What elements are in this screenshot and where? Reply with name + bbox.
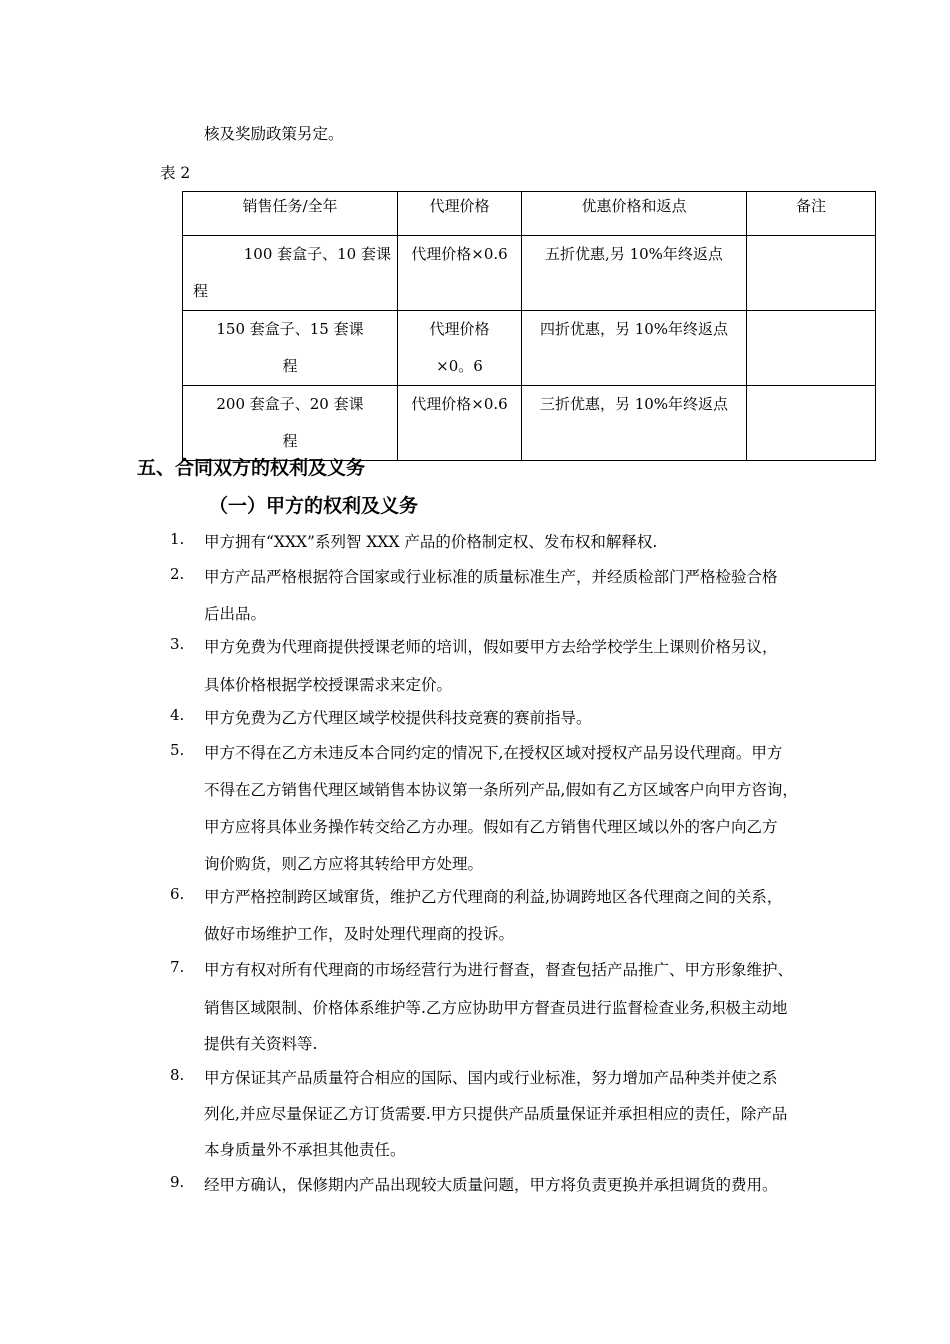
list-item-line: 做好市场维护工作，及时处理代理商的投诉。: [204, 925, 515, 943]
continuation-text: 核及奖励政策另定。: [204, 125, 344, 143]
cell-task-line: 程: [193, 282, 209, 300]
list-item-line: 经甲方确认，保修期内产品出现较大质量问题，甲方将负责更换并承担调货的费用。: [204, 1176, 778, 1194]
cell-price: [398, 311, 522, 386]
cell-task-line: 200 套盒子、20 套课: [216, 395, 364, 413]
cell-price-line: 代理价格×0.6: [411, 395, 508, 413]
cell-discount-line: 三折优惠，另 10%年终返点: [539, 395, 729, 413]
list-item-number: 5.: [170, 741, 185, 759]
list-item-number: 9.: [170, 1173, 185, 1191]
header-cell-price: 代理价格: [398, 192, 522, 236]
list-item-line: 甲方免费为代理商提供授课老师的培训，假如要甲方去给学校学生上课则价格另议，: [204, 638, 778, 656]
list-item-number: 6.: [170, 885, 185, 903]
cell-task: [183, 236, 398, 311]
cell-task-line: 程: [282, 357, 298, 375]
cell-discount: [522, 236, 747, 311]
cell-task-line: 150 套盒子、15 套课: [216, 320, 364, 338]
table-caption: 表 2: [160, 164, 191, 182]
list-item-number: 8.: [170, 1066, 185, 1084]
header-cell-discount: 优惠价格和返点: [522, 192, 747, 236]
cell-task-line: 100 套盒子、10 套课: [243, 245, 391, 263]
list-item-line: 甲方有权对所有代理商的市场经营行为进行督查，督查包括产品推广、甲方形象维护、: [204, 961, 794, 979]
table-header-row: [183, 192, 876, 236]
cell-note: [747, 311, 876, 386]
list-item-number: 4.: [170, 706, 185, 724]
header-cell-task: 销售任务/全年: [183, 192, 398, 236]
section-heading: 五、合同双方的权利及义务: [137, 457, 366, 479]
list-item-line: 本身质量外不承担其他责任。: [204, 1141, 406, 1159]
list-item-line: 甲方免费为乙方代理区域学校提供科技竞赛的赛前指导。: [204, 709, 592, 727]
subsection-heading: （一）甲方的权利及义务: [209, 495, 419, 517]
list-item-number: 7.: [170, 958, 185, 976]
cell-discount-line: 四折优惠，另 10%年终返点: [539, 320, 729, 338]
cell-price-line: 代理价格×0.6: [411, 245, 508, 263]
list-item-line: 甲方应将具体业务操作转交给乙方办理。假如有乙方销售代理区域以外的客户向乙方: [204, 818, 778, 836]
cell-discount: [522, 311, 747, 386]
cell-discount: [522, 386, 747, 461]
cell-task: [183, 386, 398, 461]
cell-price: [398, 236, 522, 311]
cell-task-line: 程: [282, 432, 298, 450]
cell-note: [747, 386, 876, 461]
list-item-line: 后出品。: [204, 605, 267, 623]
cell-note: [747, 236, 876, 311]
list-item-line: 不得在乙方销售代理区域销售本协议第一条所列产品,假如有乙方区域客户向甲方咨询，: [204, 781, 798, 799]
list-item-number: 2.: [170, 565, 185, 583]
list-item-line: 具体价格根据学校授课需求来定价。: [204, 676, 453, 694]
table-row: [183, 236, 876, 311]
list-item-line: 甲方不得在乙方未违反本合同约定的情况下,在授权区域对授权产品另设代理商。甲方: [204, 744, 783, 762]
list-item-number: 1.: [170, 530, 185, 548]
table-row: [183, 386, 876, 461]
cell-price-line: ×0。6: [436, 357, 483, 375]
cell-task: [183, 311, 398, 386]
list-item-line: 提供有关资料等.: [204, 1035, 318, 1053]
list-item-line: 列化,并应尽量保证乙方订货需要.甲方只提供产品质量保证并承担相应的责任，除产品: [204, 1105, 788, 1123]
cell-discount-line: 五折优惠,另 10%年终返点: [545, 245, 723, 263]
list-item-number: 3.: [170, 635, 185, 653]
list-item-line: 甲方保证其产品质量符合相应的国际、国内或行业标准，努力增加产品种类并使之系: [204, 1069, 778, 1087]
table-row: [183, 311, 876, 386]
cell-price: [398, 386, 522, 461]
cell-price-line: 代理价格: [429, 320, 490, 338]
sales-task-table: [182, 191, 876, 461]
header-cell-note: 备注: [747, 192, 876, 236]
list-item-line: 询价购货，则乙方应将其转给甲方处理。: [204, 855, 484, 873]
list-item-line: 甲方产品严格根据符合国家或行业标准的质量标准生产，并经质检部门严格检验合格: [204, 568, 778, 586]
list-item-line: 销售区域限制、价格体系维护等.乙方应协助甲方督查员进行监督检查业务,积极主动地: [204, 999, 788, 1017]
list-item-line: 甲方严格控制跨区域窜货，维护乙方代理商的利益,协调跨地区各代理商之间的关系，: [204, 888, 783, 906]
list-item-line: 甲方拥有“XXX”系列智 XXX 产品的价格制定权、发布权和解释权.: [204, 533, 658, 551]
